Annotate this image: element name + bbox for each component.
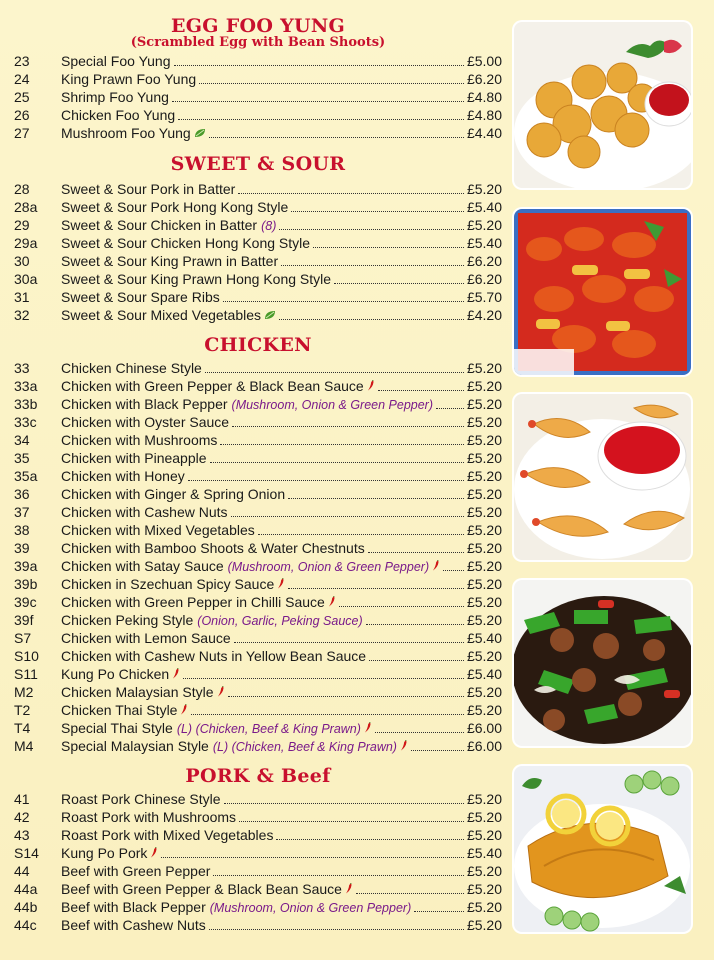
item-number: 34 [14, 432, 30, 448]
item-name: Mushroom Foo Yung [61, 125, 191, 141]
item-number: 25 [14, 89, 30, 105]
chili-icon [180, 701, 188, 712]
chili-icon [277, 575, 285, 586]
dotted-leader [414, 911, 464, 912]
menu-item-row [14, 377, 502, 395]
item-number: 35a [14, 468, 38, 484]
item-name: Chicken Thai Style [61, 702, 178, 718]
item-price: £5.20 [466, 648, 502, 664]
menu-item-row [14, 198, 502, 216]
item-price: £5.20 [466, 791, 502, 807]
vegetarian-leaf-icon [194, 124, 206, 134]
item-number: 30 [14, 253, 30, 269]
item-number: 24 [14, 71, 30, 87]
chili-icon [217, 683, 225, 694]
dotted-leader [366, 624, 464, 625]
item-note: (L) (Chicken, Beef & King Prawn) [212, 740, 397, 754]
chili-icon [432, 557, 440, 568]
item-name: Chicken Malaysian Style [61, 684, 214, 700]
item-name: Kung Po Chicken [61, 666, 170, 682]
item-name: Sweet & Sour King Prawn Hong Kong Style [61, 271, 332, 287]
item-number: 44c [14, 917, 37, 933]
item-name: King Prawn Foo Yung [61, 71, 197, 87]
item-name: Special Malaysian Style [61, 738, 209, 754]
dotted-leader [368, 552, 464, 553]
item-name: Chicken with Oyster Sauce [61, 414, 230, 430]
section-title: PORK & Beef [185, 765, 331, 787]
menu-item-row [14, 916, 502, 934]
item-number: 39f [14, 612, 34, 628]
menu-item-row [14, 826, 502, 844]
menu-item-row [14, 575, 502, 593]
item-name: Kung Po Pork [61, 845, 148, 861]
item-number: T2 [14, 702, 31, 718]
item-price: £5.20 [466, 396, 502, 412]
item-price: £5.20 [466, 899, 502, 915]
photo-lemon-chicken [514, 766, 691, 932]
menu-item-row [14, 521, 502, 539]
item-number: 33b [14, 396, 38, 412]
dotted-leader [223, 301, 464, 302]
item-number: S10 [14, 648, 39, 664]
item-price: £6.20 [466, 71, 502, 87]
item-price: £6.00 [466, 738, 502, 754]
menu-item-row [14, 862, 502, 880]
item-price: £6.00 [466, 720, 502, 736]
item-name: Chicken with Cashew Nuts [61, 504, 228, 520]
dotted-leader [231, 516, 464, 517]
item-note: (Onion, Garlic, Peking Sauce) [197, 614, 363, 628]
menu-item-row [14, 449, 502, 467]
menu-item-row [14, 431, 502, 449]
menu-item-row [14, 683, 502, 701]
item-price: £5.40 [466, 630, 502, 646]
item-price: £5.20 [466, 504, 502, 520]
menu-item-row [14, 629, 502, 647]
item-number: 29 [14, 217, 30, 233]
menu-item-row [14, 539, 502, 557]
item-price: £5.20 [466, 558, 502, 574]
item-price: £5.20 [466, 576, 502, 592]
item-name: Chicken with Mixed Vegetables [61, 522, 255, 538]
menu-item-row [14, 70, 502, 88]
item-note: (8) [261, 219, 277, 233]
vegetarian-leaf-icon [264, 306, 276, 316]
item-number: 30a [14, 271, 38, 287]
dotted-leader [239, 821, 464, 822]
item-price: £5.20 [466, 594, 502, 610]
dotted-leader [291, 211, 464, 212]
dotted-leader [174, 65, 464, 66]
item-number: S14 [14, 845, 39, 861]
dotted-leader [378, 390, 464, 391]
dotted-leader [276, 839, 464, 840]
item-price: £4.40 [466, 125, 502, 141]
dotted-leader [313, 247, 464, 248]
item-list [14, 359, 502, 755]
item-price: £5.20 [466, 378, 502, 394]
item-number: M4 [14, 738, 34, 754]
item-number: 23 [14, 53, 30, 69]
item-name: Roast Pork Chinese Style [61, 791, 221, 807]
item-number: 28a [14, 199, 38, 215]
item-number: 36 [14, 486, 30, 502]
item-name: Sweet & Sour King Prawn in Batter [61, 253, 279, 269]
item-name: Beef with Green Pepper & Black Bean Sauce [61, 881, 342, 897]
dotted-leader [281, 265, 464, 266]
dotted-leader [209, 137, 464, 138]
item-note: (Mushroom, Onion & Green Pepper) [227, 560, 430, 574]
dotted-leader [178, 119, 464, 120]
item-number: 32 [14, 307, 30, 323]
item-name: Chicken with Bamboo Shoots & Water Chestnuts [61, 540, 365, 556]
item-price: £5.70 [466, 289, 502, 305]
menu-item-row [14, 180, 502, 198]
item-number: 39a [14, 558, 38, 574]
item-number: S7 [14, 630, 32, 646]
item-number: 29a [14, 235, 38, 251]
dotted-leader [238, 193, 464, 194]
dotted-leader [161, 857, 464, 858]
item-name: Roast Pork with Mixed Vegetables [61, 827, 274, 843]
item-number: 33c [14, 414, 37, 430]
dotted-leader [213, 875, 464, 876]
menu-item-row [14, 593, 502, 611]
menu-item-row [14, 306, 502, 324]
item-price: £5.20 [466, 540, 502, 556]
item-name: Chicken with Cashew Nuts in Yellow Bean Sauce [61, 648, 367, 664]
dotted-leader [228, 696, 464, 697]
item-price: £5.20 [466, 450, 502, 466]
item-number: 33a [14, 378, 38, 394]
item-number: 39c [14, 594, 37, 610]
item-list [14, 180, 502, 324]
item-name: Chicken with Mushrooms [61, 432, 218, 448]
section-pork-beef [14, 764, 502, 934]
item-number: T4 [14, 720, 31, 736]
item-note: (Mushroom, Onion & Green Pepper) [209, 901, 412, 915]
dotted-leader [288, 588, 464, 589]
item-name: Beef with Cashew Nuts [61, 917, 206, 933]
photo-battered-balls-with-sauce [514, 22, 691, 188]
dotted-leader [356, 893, 464, 894]
dotted-leader [279, 319, 464, 320]
item-number: 44a [14, 881, 38, 897]
item-price: £5.20 [466, 217, 502, 233]
menu-item-row [14, 395, 502, 413]
section-subtitle: (Scrambled Egg with Bean Shoots) [130, 35, 386, 50]
item-price: £5.20 [466, 684, 502, 700]
dotted-leader [288, 498, 464, 499]
dotted-leader [220, 444, 464, 445]
item-name: Sweet & Sour Chicken in Batter [61, 217, 258, 233]
item-name: Chicken with Green Pepper & Black Bean Sauce [61, 378, 364, 394]
item-price: £5.20 [466, 414, 502, 430]
item-name: Chicken Peking Style [61, 612, 194, 628]
item-price: £5.20 [466, 827, 502, 843]
item-price: £4.20 [466, 307, 502, 323]
section-title: EGG FOO YUNG [170, 15, 346, 37]
section-title: SWEET & SOUR [170, 153, 346, 175]
menu-item-row [14, 611, 502, 629]
dotted-leader [279, 229, 464, 230]
chili-icon [364, 719, 372, 730]
menu-item-row [14, 216, 502, 234]
item-number: 33 [14, 360, 30, 376]
item-name: Chicken with Lemon Sauce [61, 630, 231, 646]
item-price: £5.20 [466, 468, 502, 484]
dotted-leader [183, 678, 464, 679]
menu-item-row [14, 880, 502, 898]
menu-item-row [14, 124, 502, 142]
section-chicken [14, 333, 502, 755]
item-number: 41 [14, 791, 30, 807]
dotted-leader [234, 642, 464, 643]
dotted-leader [334, 283, 464, 284]
item-name: Chicken with Pineapple [61, 450, 207, 466]
menu-column [14, 14, 502, 934]
dotted-leader [191, 714, 463, 715]
item-name: Chicken Foo Yung [61, 107, 176, 123]
dotted-leader [199, 83, 464, 84]
item-price: £6.20 [466, 253, 502, 269]
menu-item-row [14, 557, 502, 575]
item-number: 31 [14, 289, 30, 305]
item-name: Roast Pork with Mushrooms [61, 809, 237, 825]
item-price: £5.20 [466, 809, 502, 825]
dotted-leader [411, 750, 464, 751]
item-price: £5.20 [466, 881, 502, 897]
item-price: £4.80 [466, 107, 502, 123]
menu-item-row [14, 413, 502, 431]
item-price: £6.20 [466, 271, 502, 287]
menu-item-row [14, 359, 502, 377]
chili-icon [345, 880, 353, 891]
dotted-leader [188, 480, 464, 481]
menu-item-row [14, 808, 502, 826]
menu-item-row [14, 288, 502, 306]
item-note: (L) (Chicken, Beef & King Prawn) [176, 722, 361, 736]
item-price: £5.40 [466, 199, 502, 215]
dotted-leader [232, 426, 464, 427]
dotted-leader [443, 570, 464, 571]
item-price: £5.40 [466, 845, 502, 861]
item-name: Sweet & Sour Chicken Hong Kong Style [61, 235, 311, 251]
menu-item-row [14, 737, 502, 755]
section-title: CHICKEN [204, 334, 312, 356]
photo-sweet-sour-dish [514, 209, 691, 375]
photo-green-pepper-stir-fry [514, 580, 691, 746]
item-price: £5.00 [466, 53, 502, 69]
item-price: £5.20 [466, 432, 502, 448]
item-price: £5.20 [466, 702, 502, 718]
menu-item-row [14, 467, 502, 485]
menu-item-row [14, 252, 502, 270]
dotted-leader [258, 534, 464, 535]
item-number: 35 [14, 450, 30, 466]
item-name: Sweet & Sour Spare Ribs [61, 289, 220, 305]
menu-item-row [14, 106, 502, 124]
dotted-leader [172, 101, 464, 102]
item-list [14, 52, 502, 142]
dotted-leader [375, 732, 464, 733]
menu-item-row [14, 270, 502, 288]
item-name: Chicken with Honey [61, 468, 185, 484]
item-note: (Mushroom, Onion & Green Pepper) [231, 398, 434, 412]
item-name: Shrimp Foo Yung [61, 89, 169, 105]
item-name: Chicken with Black Pepper [61, 396, 228, 412]
item-number: 27 [14, 125, 30, 141]
item-price: £5.20 [466, 181, 502, 197]
item-number: 26 [14, 107, 30, 123]
item-name: Chicken with Ginger & Spring Onion [61, 486, 286, 502]
item-name: Sweet & Sour Pork Hong Kong Style [61, 199, 289, 215]
dotted-leader [436, 408, 464, 409]
menu-item-row [14, 844, 502, 862]
menu-item-row [14, 665, 502, 683]
chili-icon [172, 665, 180, 676]
item-number: 39b [14, 576, 38, 592]
item-name: Beef with Green Pepper [61, 863, 211, 879]
section-egg-foo-yung [14, 14, 502, 142]
dotted-leader [210, 462, 464, 463]
menu-item-row [14, 719, 502, 737]
item-name: Chicken in Szechuan Spicy Sauce [61, 576, 275, 592]
item-number: M2 [14, 684, 34, 700]
menu-item-row [14, 234, 502, 252]
menu-item-row [14, 503, 502, 521]
item-price: £5.20 [466, 360, 502, 376]
chili-icon [328, 593, 336, 604]
item-number: 28 [14, 181, 30, 197]
item-number: 44b [14, 899, 38, 915]
item-name: Special Thai Style [61, 720, 173, 736]
item-number: 42 [14, 809, 30, 825]
dotted-leader [369, 660, 464, 661]
item-name: Special Foo Yung [61, 53, 171, 69]
dotted-leader [224, 803, 464, 804]
item-name: Sweet & Sour Pork in Batter [61, 181, 236, 197]
section-sweet-sour [14, 152, 502, 324]
item-name: Chicken with Satay Sauce [61, 558, 224, 574]
item-price: £5.40 [466, 235, 502, 251]
item-number: 39 [14, 540, 30, 556]
item-number: 44 [14, 863, 30, 879]
item-name: Chicken with Green Pepper in Chilli Sauce [61, 594, 325, 610]
menu-item-row [14, 898, 502, 916]
item-price: £5.20 [466, 522, 502, 538]
menu-item-row [14, 88, 502, 106]
photo-battered-prawns-with-sauce [514, 394, 691, 560]
item-number: S11 [14, 666, 38, 682]
item-price: £5.20 [466, 612, 502, 628]
item-number: 43 [14, 827, 30, 843]
menu-item-row [14, 701, 502, 719]
chili-icon [400, 737, 408, 748]
dotted-leader [205, 372, 464, 373]
item-name: Chicken Chinese Style [61, 360, 202, 376]
chili-icon [367, 377, 375, 388]
item-price: £5.20 [466, 486, 502, 502]
item-name: Sweet & Sour Mixed Vegetables [61, 307, 262, 323]
item-name: Beef with Black Pepper [61, 899, 206, 915]
item-price: £4.80 [466, 89, 502, 105]
dotted-leader [209, 929, 464, 930]
item-list [14, 790, 502, 934]
item-number: 37 [14, 504, 30, 520]
item-price: £5.40 [466, 666, 502, 682]
menu-item-row [14, 647, 502, 665]
item-price: £5.20 [466, 917, 502, 933]
menu-item-row [14, 485, 502, 503]
item-number: 38 [14, 522, 30, 538]
item-price: £5.20 [466, 863, 502, 879]
chili-icon [150, 844, 158, 855]
menu-item-row [14, 790, 502, 808]
dotted-leader [339, 606, 464, 607]
menu-item-row [14, 52, 502, 70]
